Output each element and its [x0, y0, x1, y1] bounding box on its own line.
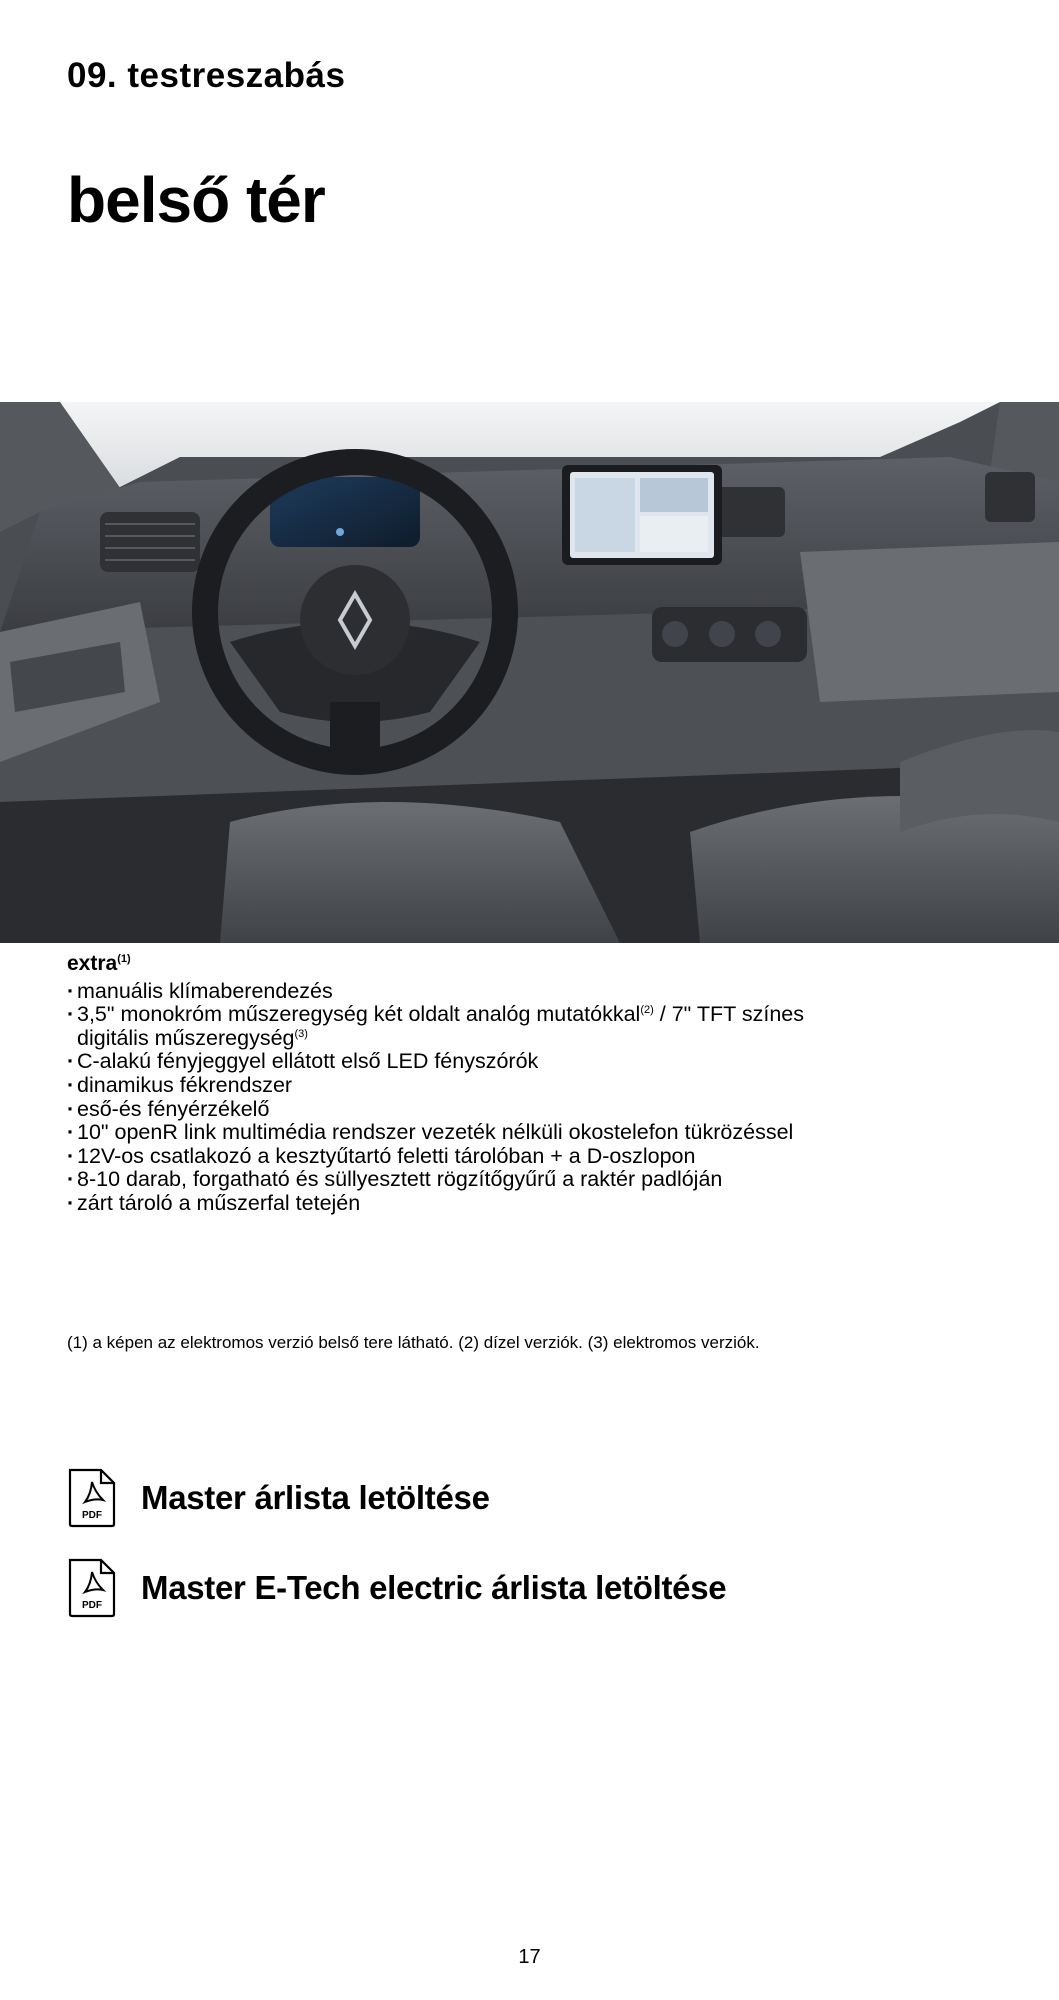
download-label: Master árlista letöltése [141, 1479, 490, 1516]
list-item: · 10" openR link multimédia rendszer vezeték nélküli okostelefon tükrözéssel [67, 1121, 1027, 1145]
extra-list [67, 980, 1027, 1216]
list-item: · zárt tároló a műszerfal tetején [67, 1192, 1027, 1216]
list-item: · manuális klímaberendezés [67, 980, 1027, 1004]
list-item: · C-alakú fényjeggyel ellátott első LED fényszórók [67, 1050, 1027, 1074]
pdf-icon [67, 1558, 117, 1618]
pdf-icon [67, 1468, 117, 1528]
svg-text:PDF: PDF [82, 1510, 102, 1521]
van-interior-photo [0, 402, 1059, 943]
download-etech-pricelist-link[interactable] [67, 1558, 726, 1618]
download-master-pricelist-link[interactable] [67, 1468, 490, 1528]
svg-text:PDF: PDF [82, 1600, 102, 1611]
page-number: 17 [518, 1946, 541, 1968]
list-item: · dinamikus fékrendszer [67, 1074, 1027, 1098]
footnote: (1) a képen az elektromos verzió belső tere látható. (2) dízel verziók. (3) elektromos verziók. [67, 1333, 760, 1352]
page-title: belső tér [67, 164, 325, 236]
extra-heading: extra$^{(1)}$ [67, 952, 131, 975]
list-item: · 3,5" monokróm műszeregység két oldalt analóg mutatókkal$^{(2)}$ / 7" TFT színes digitális műszeregység$^{(3)}$ [67, 1003, 1027, 1050]
extra-equipment-section [67, 948, 1027, 1216]
list-item: · eső-és fényérzékelő [67, 1098, 1027, 1122]
download-label: Master E-Tech electric árlista letöltése [141, 1569, 727, 1606]
section-label: 09. testreszabás [67, 56, 346, 95]
extra-heading-note: (1) [117, 953, 131, 965]
list-item: · 8-10 darab, forgatható és süllyesztett rögzítőgyűrű a raktér padlóján [67, 1168, 1027, 1192]
list-item: · 12V-os csatlakozó a kesztyűtartó feletti tárolóban + a D-oszlopon [67, 1145, 1027, 1169]
